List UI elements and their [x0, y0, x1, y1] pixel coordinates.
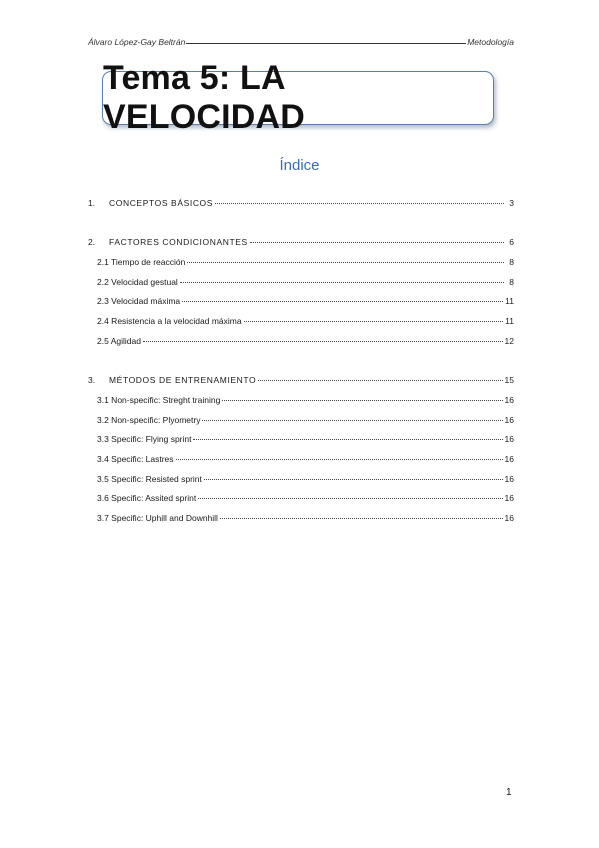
- toc-entry[interactable]: [97, 316, 514, 328]
- toc-entry-page: 16: [504, 493, 514, 503]
- toc-entry[interactable]: [88, 237, 514, 249]
- toc-entry-label: FACTORES CONDICIONANTES: [109, 237, 248, 247]
- toc-entry-page: 3: [509, 198, 514, 208]
- toc-leader-dots: [204, 479, 503, 480]
- toc-entry-label: 2.5 Agilidad: [97, 336, 141, 346]
- page-number: 1: [506, 787, 512, 798]
- toc-entry-label: 3.7 Specific: Uphill and Downhill: [97, 513, 218, 523]
- toc-entry[interactable]: [97, 513, 514, 525]
- toc-entry-page: 6: [509, 237, 514, 247]
- header-subject: Metodología: [467, 37, 514, 47]
- toc-leader-dots: [176, 459, 503, 460]
- header-rule: [186, 43, 466, 44]
- toc-entry[interactable]: [97, 454, 514, 466]
- toc-entry-page: 16: [504, 415, 514, 425]
- document-title: Tema 5: LA VELOCIDAD: [103, 59, 306, 136]
- toc-leader-dots: [222, 400, 502, 401]
- toc-entry-page: 8: [509, 257, 514, 267]
- toc-leader-dots: [244, 321, 504, 322]
- toc-entry-label: 2.2 Velocidad gestual: [97, 277, 178, 287]
- toc-entry-label: CONCEPTOS BÁSICOS: [109, 198, 214, 208]
- toc-entry-page: 16: [504, 474, 514, 484]
- toc-leader-dots: [143, 341, 503, 342]
- toc-entry-number: 2.: [88, 237, 96, 247]
- toc-leader-dots: [187, 262, 504, 263]
- toc-entry-page: 15: [504, 375, 514, 385]
- toc-entry[interactable]: [97, 336, 514, 348]
- toc-leader-dots: [220, 518, 503, 519]
- toc-entry-label: 3.6 Specific: Assited sprint: [97, 493, 197, 503]
- toc-entry[interactable]: [97, 257, 514, 269]
- toc-entry[interactable]: [88, 375, 514, 387]
- toc-entry[interactable]: [97, 415, 514, 427]
- toc-entry-page: 16: [504, 395, 514, 405]
- title-box: [102, 59, 494, 136]
- toc-entry-label: 2.1 Tiempo de reacción: [97, 257, 186, 267]
- toc-entry[interactable]: [97, 395, 514, 407]
- index-heading: Índice: [279, 157, 320, 174]
- toc-leader-dots: [258, 380, 502, 381]
- toc-entry[interactable]: [97, 474, 514, 486]
- toc-entry[interactable]: [97, 434, 514, 446]
- toc-entry-label: 2.3 Velocidad máxima: [97, 296, 181, 306]
- toc-entry-label: 3.4 Specific: Lastres: [97, 454, 174, 464]
- toc-entry-page: 11: [505, 296, 514, 306]
- header-author: Álvaro López-Gay Beltrán: [88, 37, 186, 47]
- toc-entry-number: 1.: [88, 198, 96, 208]
- toc-leader-dots: [250, 242, 504, 243]
- toc-entry[interactable]: [97, 277, 514, 289]
- toc-leader-dots: [202, 420, 502, 421]
- toc-leader-dots: [198, 498, 502, 499]
- toc-entry-page: 12: [504, 336, 514, 346]
- toc-leader-dots: [193, 439, 502, 440]
- toc-leader-dots: [182, 301, 503, 302]
- toc-entry-page: 16: [504, 513, 514, 523]
- toc-entry-page: 8: [509, 277, 514, 287]
- toc-entry[interactable]: [97, 296, 514, 308]
- toc-entry-label: 3.5 Specific: Resisted sprint: [97, 474, 202, 484]
- toc-entry-label: 3.2 Non-specific: Plyometry: [97, 415, 201, 425]
- toc-entry-page: 11: [505, 316, 514, 326]
- page-header: [88, 37, 514, 47]
- toc-entry-number: 3.: [88, 375, 96, 385]
- toc-entry[interactable]: [88, 198, 514, 210]
- toc-entry-label: 3.1 Non-specific: Streght training: [97, 395, 221, 405]
- toc-entry-label: 2.4 Resistencia a la velocidad máxima: [97, 316, 242, 326]
- toc-entry[interactable]: [97, 493, 514, 505]
- toc-entry-label: 3.3 Specific: Flying sprint: [97, 434, 192, 444]
- toc-leader-dots: [180, 282, 504, 283]
- toc-leader-dots: [215, 203, 504, 204]
- toc-entry-label: MÉTODOS DE ENTRENAMIENTO: [109, 375, 257, 385]
- toc-entry-page: 16: [504, 434, 514, 444]
- toc-entry-page: 16: [504, 454, 514, 464]
